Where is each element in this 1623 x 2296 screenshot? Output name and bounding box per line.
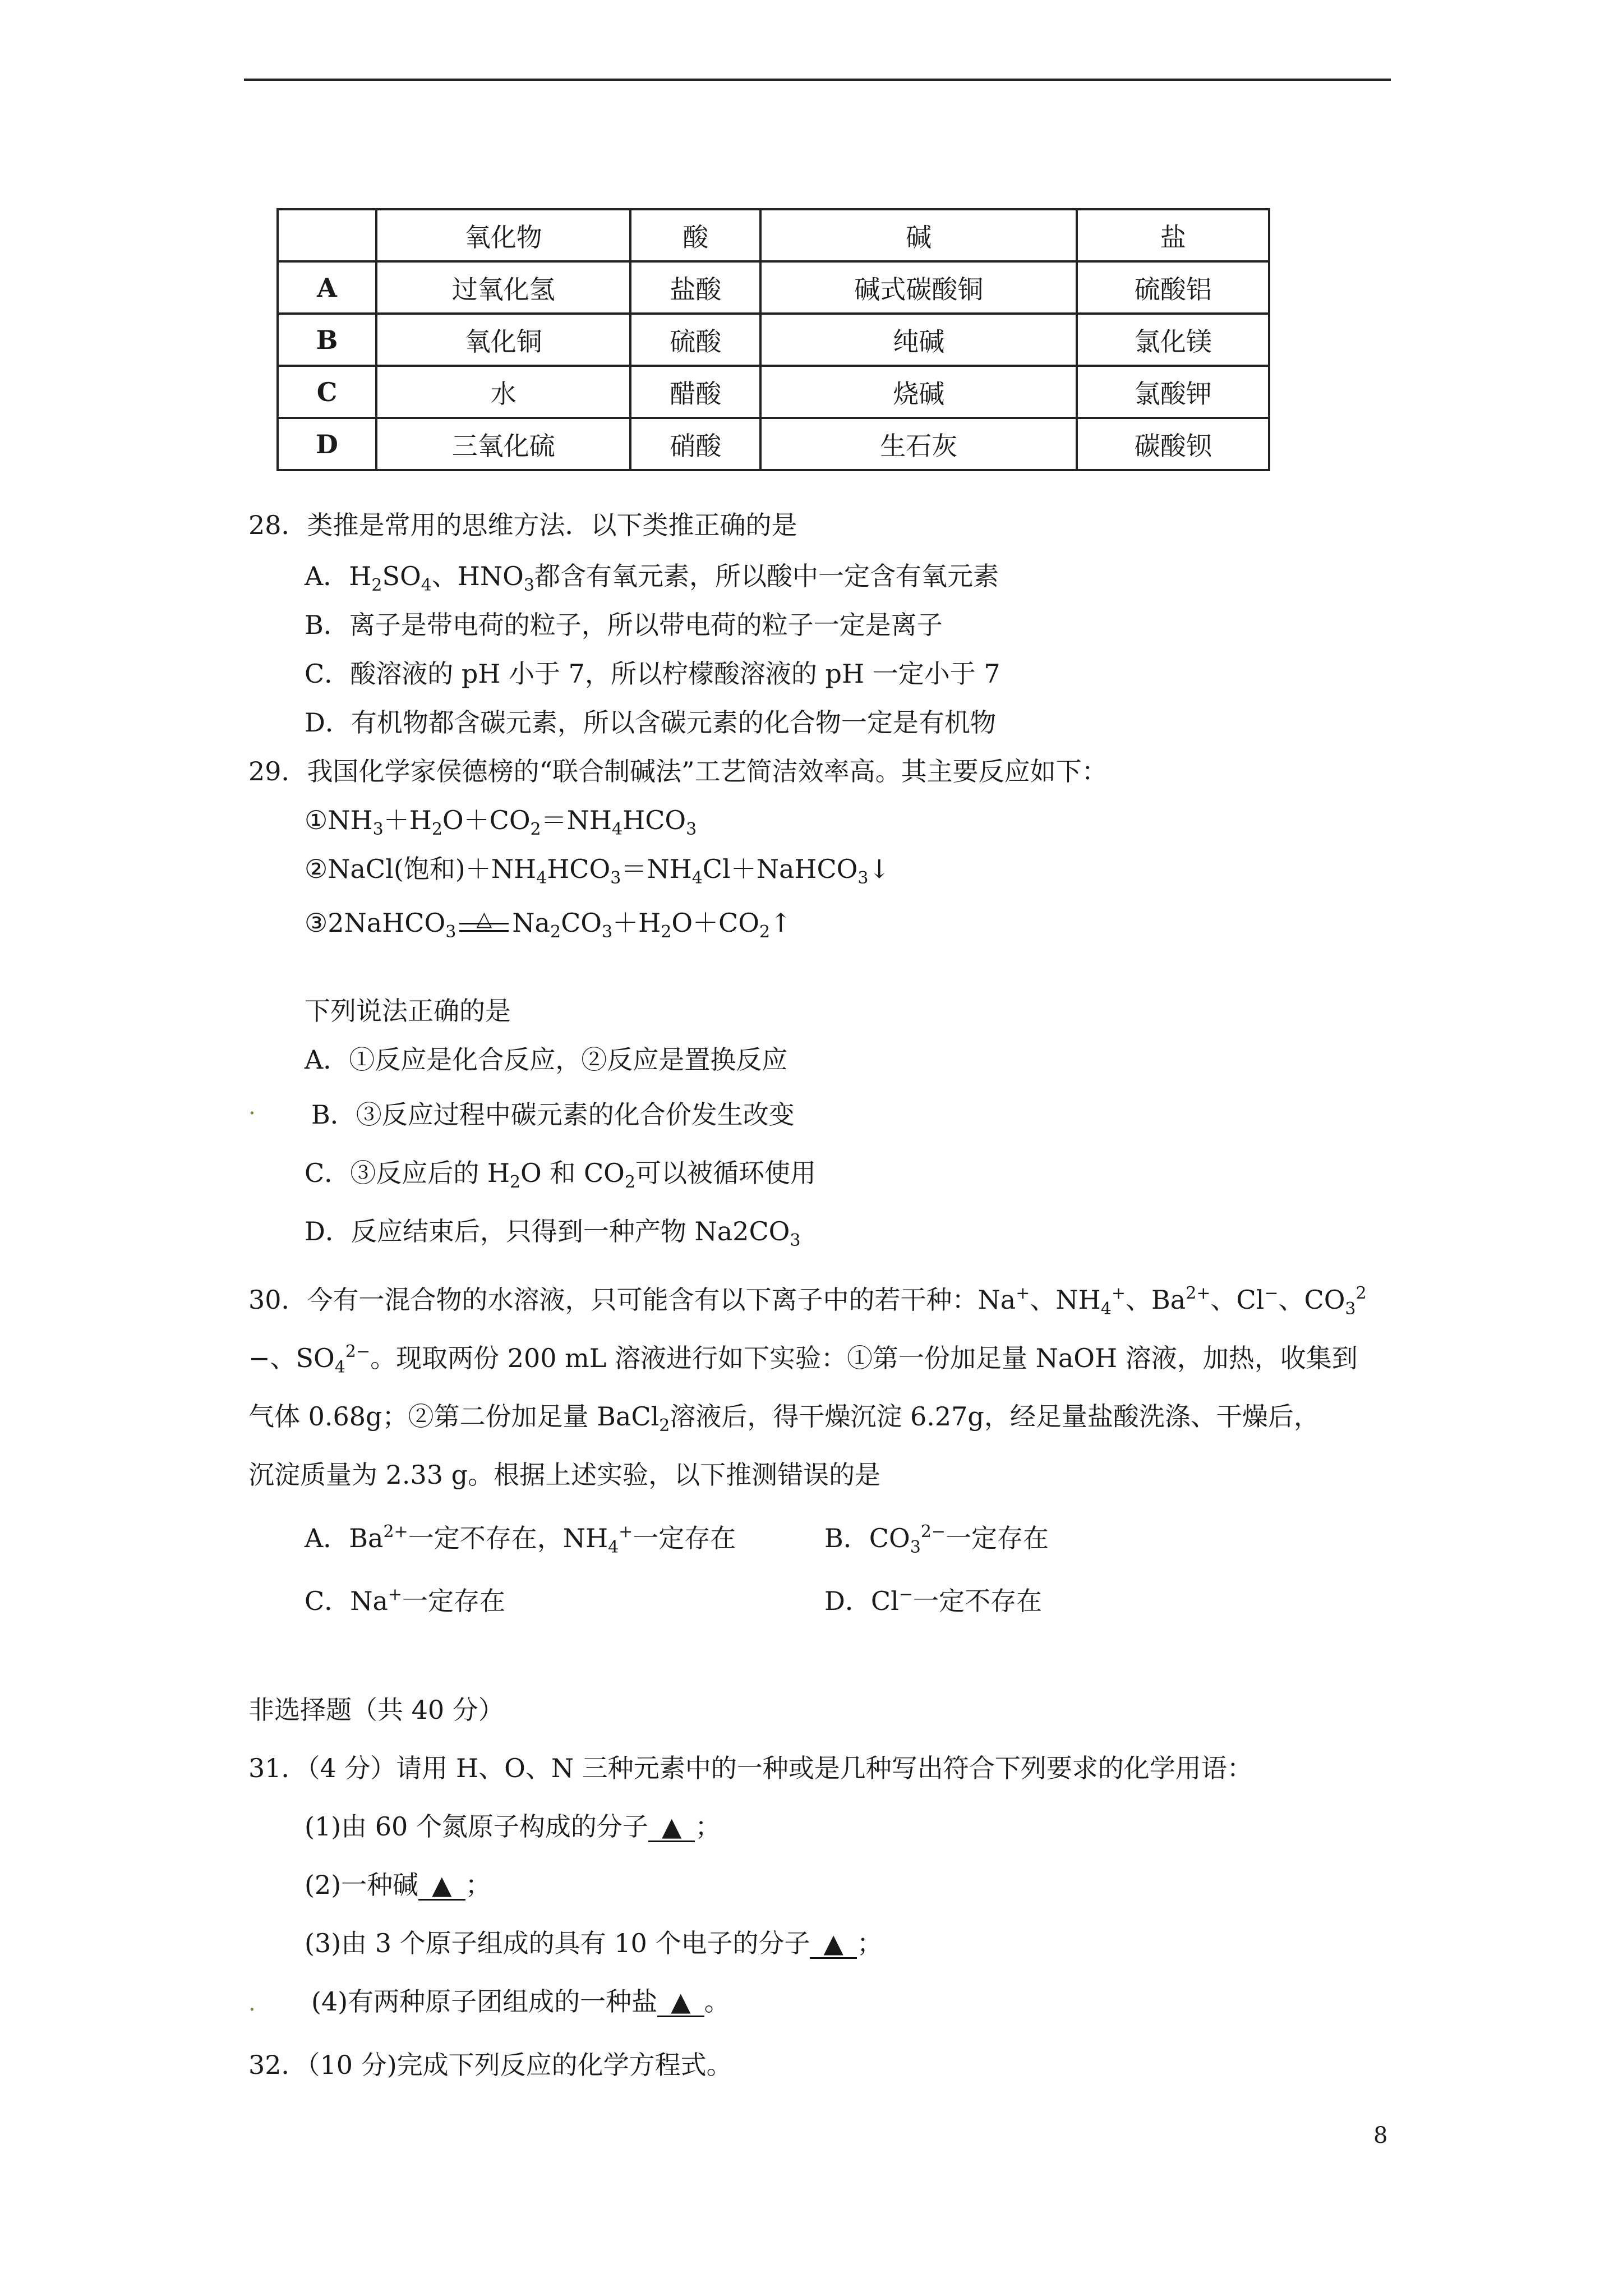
table-cell: A bbox=[278, 261, 376, 314]
q30-option-d: D．Cl−一定不存在 bbox=[824, 1585, 1042, 1616]
section-heading: 非选择题（共 40 分） bbox=[248, 1695, 504, 1725]
table-cell: 碳酸钡 bbox=[1077, 418, 1269, 470]
table-cell: 三氧化硫 bbox=[376, 418, 630, 470]
table-row bbox=[278, 314, 1269, 366]
table-cell: 过氧化氢 bbox=[376, 261, 630, 314]
table-cell: 生石灰 bbox=[760, 418, 1077, 470]
table-cell: B bbox=[278, 314, 376, 366]
q31-item-4: (4)有两种原子团组成的一种盐 ▲ 。 bbox=[311, 1986, 730, 2017]
table-cell: 烧碱 bbox=[760, 366, 1077, 418]
q28-option-c: C．酸溶液的 pH 小于 7，所以柠檬酸溶液的 pH 一定小于 7 bbox=[305, 659, 1000, 689]
q29-stem: 29．我国化学家侯德榜的“联合制碱法”工艺简洁效率高。其主要反应如下： bbox=[248, 756, 1108, 786]
q29-option-c: C．③反应后的 $H_2O$ 和 $CO_2$可以被循环使用 bbox=[305, 1158, 816, 1192]
table-cell: 氧化铜 bbox=[376, 314, 630, 366]
table-cell: 纯碱 bbox=[760, 314, 1077, 366]
q29-option-b: B．③反应过程中碳元素的化合价发生改变 bbox=[311, 1099, 795, 1130]
answer-blank[interactable]: ▲ bbox=[648, 1812, 695, 1842]
q31-item-1: (1)由 60 个氮原子构成的分子 ▲ ； bbox=[305, 1811, 721, 1842]
q30-line-2: −、$SO_4^{2-}$。现取两份 200 mL 溶液进行如下实验：①第一份加足量 NaOH 溶液，加热，收集到 bbox=[248, 1342, 1358, 1377]
table-header-row bbox=[278, 209, 1269, 261]
heat-triangle-icon: △ bbox=[476, 908, 492, 931]
header-rule bbox=[244, 79, 1391, 81]
q29-option-d: D．反应结束后，只得到一种产物 $Na2CO_3$ bbox=[305, 1216, 801, 1250]
table-cell: 碱 bbox=[760, 209, 1077, 261]
q29-option-a: A．①反应是化合反应，②反应是置换反应 bbox=[305, 1045, 788, 1075]
page-number: 8 bbox=[1373, 2123, 1388, 2148]
table-cell: 氧化物 bbox=[376, 209, 630, 261]
table-cell: 酸 bbox=[630, 209, 760, 261]
q29-reaction-2: ②NaCl(饱和)$+NH_4HCO_3=NH_4Cl+NaHCO_3↓$ bbox=[305, 854, 891, 888]
q31-stem: 31．（4 分）请用 H、O、N 三种元素中的一种或是几种写出符合下列要求的化学用语： bbox=[248, 1753, 1253, 1783]
heat-condition-equals bbox=[456, 906, 512, 935]
table-cell: D bbox=[278, 418, 376, 470]
stray-dot: . bbox=[248, 1990, 256, 2016]
q28-stem: 28．类推是常用的思维方法．以下类推正确的是 bbox=[248, 510, 797, 540]
table-cell: 硫酸铝 bbox=[1077, 261, 1269, 314]
q30-line-3: 气体 0.68g；②第二份加足量 BaCl$_2$溶液后，得干燥沉淀 6.27g，经足量盐酸洗涤、干燥后， bbox=[248, 1401, 1320, 1435]
q29-reaction-1: $①NH_3+H_2O+CO_2=NH_4HCO_3$ bbox=[305, 805, 697, 839]
answer-blank[interactable]: ▲ bbox=[418, 1871, 465, 1901]
table-row bbox=[278, 261, 1269, 314]
table-row bbox=[278, 366, 1269, 418]
q31-item-3: (3)由 3 个原子组成的具有 10 个电子的分子 ▲ ； bbox=[305, 1928, 883, 1958]
table-cell: 盐 bbox=[1077, 209, 1269, 261]
q29-prompt: 下列说法正确的是 bbox=[305, 996, 511, 1026]
table-cell: 水 bbox=[376, 366, 630, 418]
table-cell: 硝酸 bbox=[630, 418, 760, 470]
table-cell: 碱式碳酸铜 bbox=[760, 261, 1077, 314]
table-cell: 盐酸 bbox=[630, 261, 760, 314]
q30-line-4: 沉淀质量为 2.33 g。根据上述实验，以下推测错误的是 bbox=[248, 1460, 881, 1490]
table-cell: 硫酸 bbox=[630, 314, 760, 366]
q29-reaction-3: ③2NaHCO$_3$ △ $Na_2CO_3+H_2O+CO_2↑$ bbox=[305, 906, 792, 940]
q30-option-b: B．$CO_3^{2-}$一定存在 bbox=[824, 1522, 1049, 1557]
q28-option-d: D．有机物都含碳元素，所以含碳元素的化合物一定是有机物 bbox=[305, 707, 996, 738]
table-cell bbox=[278, 209, 376, 261]
answer-blank[interactable]: ▲ bbox=[657, 1987, 704, 2017]
q30-line-1: 30．今有一混合物的水溶液，只可能含有以下离子中的若干种：Na+、$NH_4^+$、$Ba^{2+}$、Cl−、$CO_3^2$ bbox=[248, 1283, 1367, 1319]
table-cell: 醋酸 bbox=[630, 366, 760, 418]
stray-dot: . bbox=[248, 1094, 256, 1120]
q32-stem: 32．（10 分)完成下列反应的化学方程式。 bbox=[248, 2050, 732, 2080]
answer-blank[interactable]: ▲ bbox=[810, 1929, 856, 1959]
table-cell: 氯化镁 bbox=[1077, 314, 1269, 366]
table-cell: 氯酸钾 bbox=[1077, 366, 1269, 418]
q30-option-c: C．Na+一定存在 bbox=[305, 1585, 506, 1616]
q31-item-2: (2)一种碱 ▲ ； bbox=[305, 1870, 491, 1900]
q28-option-a: A．$H_2SO_4$、$HNO_3$都含有氧元素，所以酸中一定含有氧元素 bbox=[305, 561, 999, 595]
q30-option-a: A．$Ba^{2+}$一定不存在，$NH_4^+$一定存在 bbox=[305, 1522, 736, 1557]
q28-option-b: B．离子是带电荷的粒子，所以带电荷的粒子一定是离子 bbox=[305, 610, 943, 640]
table-row bbox=[278, 418, 1269, 470]
classification-table bbox=[276, 208, 1270, 471]
table-cell: C bbox=[278, 366, 376, 418]
